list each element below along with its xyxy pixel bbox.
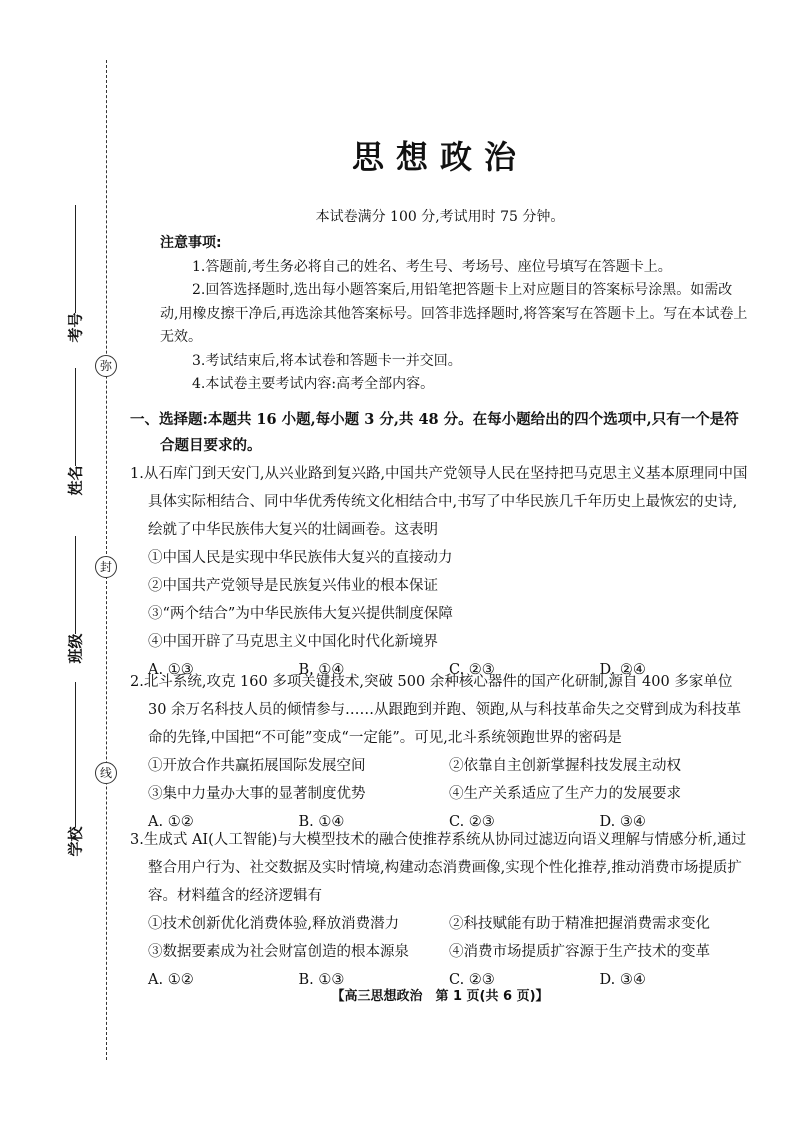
question-option: ③数据要素成为社会财富创造的根本源泉 <box>148 944 409 960</box>
option-row <box>130 780 750 808</box>
question-option: ①中国人民是实现中华民族伟大复兴的直接动力 <box>148 550 453 566</box>
student-name-field[interactable] <box>60 368 90 496</box>
notice-item: 2.回答选择题时,选出每小题答案后,用铅笔把答题卡上对应题目的答案标号涂黑。如需改动,用橡皮擦干净后,再选涂其他答案标号。回答非选择题时,将答案写在答题卡上。写在本试卷上无效。 <box>160 282 748 345</box>
answer-choice: D. ③④ <box>599 814 646 830</box>
question-2 <box>130 668 750 836</box>
page-footer: 【高三思想政治 第 1 页(共 6 页)】 <box>331 989 549 1004</box>
section-heading <box>130 407 750 459</box>
exam-number-field[interactable] <box>60 205 90 343</box>
notice-item: 3.考试结束后,将本试卷和答题卡一并交回。 <box>192 352 462 369</box>
answer-choice: B. ①④ <box>298 814 345 830</box>
question-option: ④中国开辟了马克思主义中国化时代化新境界 <box>148 634 438 650</box>
question-stem: 1.从石库门到天安门,从兴业路到复兴路,中国共产党领导人民在坚持把马克思主义基本原理同中国具体实际相结合、同中华优秀传统文化相结合中,书写了中华民族几千年历史上最恢宏的史诗,绘就了中华民族伟大复兴的壮阔画卷。这表明 <box>130 466 748 538</box>
answer-choice: B. ①③ <box>298 972 345 988</box>
question-1 <box>130 460 750 684</box>
answer-choice: A. ①③ <box>148 662 194 678</box>
question-option: ④生产关系适应了生产力的发展要求 <box>449 786 681 802</box>
option-row <box>130 752 750 780</box>
question-option: ④消费市场提质扩容源于生产技术的变革 <box>449 944 710 960</box>
option-row <box>130 910 750 938</box>
seal-char-1: 弥 <box>95 355 117 377</box>
class-field[interactable] <box>60 536 90 664</box>
answer-choice: D. ②④ <box>599 662 646 678</box>
question-option: ③集中力量办大事的显著制度优势 <box>148 786 366 802</box>
exam-title: 思想政治 <box>351 138 528 176</box>
question-option: ②中国共产党领导是民族复兴伟业的根本保证 <box>148 578 438 594</box>
question-option: ①开放合作共赢拓展国际发展空间 <box>148 758 366 774</box>
seal-char-2: 封 <box>95 556 117 578</box>
notice-block <box>160 232 750 397</box>
student-name-blank[interactable] <box>75 368 76 466</box>
notice-item: 4.本试卷主要考试内容:高考全部内容。 <box>192 376 435 392</box>
class-label: 班级 <box>66 633 85 664</box>
answer-choice: A. ①② <box>148 972 194 988</box>
answer-choice: D. ③④ <box>599 972 646 988</box>
school-field[interactable] <box>60 682 90 857</box>
exam-number-blank[interactable] <box>75 205 76 313</box>
notice-item: 1.答题前,考生务必将自己的姓名、考生号、考场号、座位号填写在答题卡上。 <box>192 258 672 275</box>
exam-subtitle: 本试卷满分 100 分,考试用时 75 分钟。 <box>315 209 565 225</box>
seal-char-3: 线 <box>95 762 117 784</box>
answer-choice: C. ②③ <box>449 972 495 988</box>
notice-heading: 注意事项: <box>160 235 222 251</box>
student-name-label: 姓名 <box>66 465 85 496</box>
section-heading-line2: 合题目要求的。 <box>160 437 262 454</box>
question-3 <box>130 826 750 994</box>
answer-choice: B. ①④ <box>298 662 345 678</box>
school-label: 学校 <box>66 826 85 857</box>
exam-number-label: 考号 <box>66 312 85 343</box>
section-heading-line1: 一、选择题:本题共 16 小题,每小题 3 分,共 48 分。在每小题给出的四个选项中,只有一个是符 <box>130 411 739 428</box>
answer-choice: A. ①② <box>148 814 194 830</box>
answer-choice: C. ②③ <box>449 814 495 830</box>
class-blank[interactable] <box>75 536 76 634</box>
question-option: ③“两个结合”为中华民族伟大复兴提供制度保障 <box>148 606 453 622</box>
school-blank[interactable] <box>75 682 76 827</box>
question-option: ①技术创新优化消费体验,释放消费潜力 <box>148 916 400 932</box>
question-option: ②依靠自主创新掌握科技发展主动权 <box>449 758 681 774</box>
question-stem: 2.北斗系统,攻克 160 多项关键技术,突破 500 余种核心器件的国产化研制,源自 400 多家单位 30 余万名科技人员的倾情参与……从跟跑到并跑、领跑,从与科技革命失之交臂到成为科技革命的先锋,中国把“不可能”变成“一定能”。可见,北斗系统领跑世界的密码是 <box>130 674 742 746</box>
question-stem: 3.生成式 AI(人工智能)与大模型技术的融合使推荐系统从协同过滤迈向语义理解与情感分析,通过整合用户行为、社交数据及实时情境,构建动态消费画像,实现个性化推荐,推动消费市场提质扩容。材料蕴含的经济逻辑有 <box>130 832 747 904</box>
option-row <box>130 938 750 966</box>
question-option: ②科技赋能有助于精准把握消费需求变化 <box>449 916 710 932</box>
answer-choice: C. ②③ <box>449 662 495 678</box>
